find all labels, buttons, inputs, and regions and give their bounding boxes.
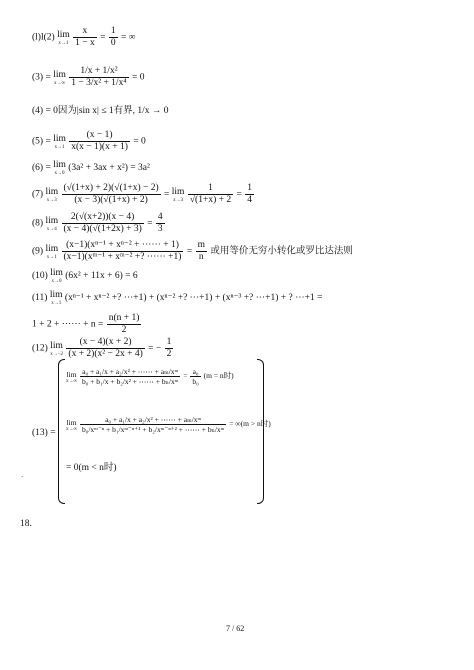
- limit-operator: lim x→3: [45, 186, 59, 203]
- fraction: $\frac{2(√(x+2))(x - 4)}{(x - 4)(√(1+2x) + 3)}$: [63, 212, 142, 234]
- fraction: $\frac{\text{a₀}}{\text{b₀}}$: [192, 367, 199, 386]
- problem-4: (4) = 0因为|sin x| ≤ 1有界, 1/x → 0: [32, 106, 169, 116]
- page-number: 7 / 62: [226, 624, 245, 633]
- fraction: $\frac{1}{√(1+x) + 2}$: [189, 183, 232, 205]
- limit-operator: lim x→1: [57, 29, 70, 46]
- fraction: $\frac{(√(1+x) + 2)(√(1+x) - 2)}{(x - 3)(√(1+x) + 2)}$: [63, 183, 159, 205]
- fraction: $\frac{\text{a₀ + a₁/x + a₂/x² + ⋯⋯ + aₘ/xᵐ}}{\text{b₀ + b₁/x + b₂/x² + ⋯⋯ + bₙ/xᵐ}}$: [81, 367, 179, 386]
- case-3: = 0(m < n时): [66, 463, 117, 473]
- fraction: $\frac{\text{a₀ + a₁/x + a₂/x² + ⋯⋯ + aₘ/xᵐ}}{\text{b₀/xᵐ⁻ⁿ + b₁/xᵐ⁻ⁿ⁺¹ + b₂/xᵐ⁻ⁿ⁺² + ⋯⋯ + bₙ/xᵐ}}$: [81, 415, 225, 434]
- fraction: $\frac{1}{2}$: [166, 337, 172, 359]
- limit-operator: lim x→∞: [53, 69, 66, 86]
- problem-1-2: (l)l(2) lim x→1 $\frac{x}{1 - x}$ = $\frac{1}{0}$ = ∞: [32, 26, 136, 48]
- fraction: $\frac{n(n + 1)}{2}$: [108, 313, 140, 335]
- stray-mark: `: [21, 475, 24, 483]
- fraction: $\frac{m}{n}$: [197, 240, 205, 262]
- limit-operator: lim x→1: [49, 290, 63, 306]
- problem-11-continued: 1 + 2 + ⋯⋯ + n = $\frac{n(n + 1)}{2}$: [32, 313, 140, 335]
- piecewise-brace: [58, 359, 271, 502]
- limit-operator: lim x→0: [50, 268, 63, 284]
- limit-operator: lim x→−2: [50, 340, 64, 357]
- problem-12: (12) lim x→−2 $\frac{(x - 4)(x + 2)}{\text{(x + 2)(x² − 2x + 4)}}$ = − $\frac{1}{2}$: [32, 337, 172, 359]
- left-brace: [58, 359, 65, 504]
- fraction: $\frac{(x - 1)}{x(x - 1)(x + 1)}$: [71, 130, 128, 152]
- case-2: lim x→∞ $\frac{\text{a₀ + a₁/x + a₂/x² + ⋯⋯ + aₘ/xᵐ}}{\text{b₀/xᵐ⁻ⁿ + b₁/xᵐ⁻ⁿ⁺¹ + b₂/xᵐ⁻ⁿ⁺² + ⋯⋯ + bₙ/xᵐ}}$ = ∞(m > n时): [66, 415, 271, 434]
- limit-operator: lim x→∞: [66, 417, 78, 432]
- problem-6: (6) = lim x→0 (3a² + 3ax + x²) = 3a²: [32, 160, 150, 176]
- limit-operator: lim x→3: [171, 186, 185, 203]
- fraction: $\frac{x}{1 - x}$: [75, 26, 95, 48]
- problem-3: (3) = lim x→∞ $\frac{\text{1/x + 1/x²}}{\text{1 − 3/x² + 1/x⁴}}$ = 0: [32, 66, 145, 88]
- fraction: $\frac{(x - 4)(x + 2)}{\text{(x + 2)(x² − 2x + 4)}}$: [68, 337, 143, 359]
- limit-operator: lim x→4: [45, 215, 59, 232]
- limit-operator: lim x→0: [53, 160, 66, 176]
- section-18-heading: 18.: [20, 519, 32, 529]
- fraction: $\frac{1}{0}$: [110, 26, 116, 48]
- problem-7: (7) lim x→3 $\frac{(√(1+x) + 2)(√(1+x) - 2)}{(x - 3)(√(1+x) + 2)}$ = lim x→3 $\frac{1}{√(1+x) + 2}$ = $\frac{1}{4}$: [32, 183, 252, 205]
- fraction: $\frac{4}{3}$: [157, 212, 163, 234]
- problem-10: (10) lim x→0 (6x² + 11x + 6) = 6: [32, 268, 138, 284]
- limit-operator: lim x→1: [53, 133, 66, 150]
- case-1: lim x→∞ $\frac{\text{a₀ + a₁/x + a₂/x² + ⋯⋯ + aₘ/xᵐ}}{\text{b₀ + b₁/x + b₂/x² + ⋯⋯ + bₙ/xᵐ}}$ = $\frac{\text{a₀}}{\text{b₀}}$ (m = n时): [66, 367, 234, 386]
- limit-operator: lim x→∞: [66, 369, 78, 384]
- limit-operator: lim x→1: [45, 243, 59, 260]
- fraction: $\frac{\text{1/x + 1/x²}}{\text{1 − 3/x² + 1/x⁴}}$: [71, 66, 127, 88]
- problem-8: (8) lim x→4 $\frac{2(√(x+2))(x - 4)}{(x - 4)(√(1+2x) + 3)}$ = $\frac{4}{3}$: [32, 212, 163, 234]
- problem-13-label: (13) =: [32, 428, 56, 438]
- fraction: $\frac{1}{4}$: [247, 183, 252, 205]
- problem-11: (11) lim x→1 (xⁿ⁻¹ + xⁿ⁻² +? ⋯+1) + (xⁿ⁻² +? ⋯+1) + (xⁿ⁻³ +? ⋯+1) + ? ⋯+1 =: [32, 290, 323, 306]
- problem-5: (5) = lim x→1 $\frac{(x - 1)}{x(x - 1)(x + 1)}$ = 0: [32, 130, 146, 152]
- problem-9: (9) lim x→1 $\frac{\text{(x−1)(xⁿ⁻¹ + xⁿ⁻² + ⋯⋯ + 1)}}{\text{(x−1)(xᵐ⁻¹ + xᵐ⁻² +? ⋯⋯ +1)}}$ = $\frac{m}{n}$ 或用等价无穷小转化或罗比达法则: [32, 240, 353, 262]
- fraction: $\frac{\text{(x−1)(xⁿ⁻¹ + xⁿ⁻² + ⋯⋯ + 1)}}{\text{(x−1)(xᵐ⁻¹ + xᵐ⁻² +? ⋯⋯ +1)}}$: [63, 240, 182, 262]
